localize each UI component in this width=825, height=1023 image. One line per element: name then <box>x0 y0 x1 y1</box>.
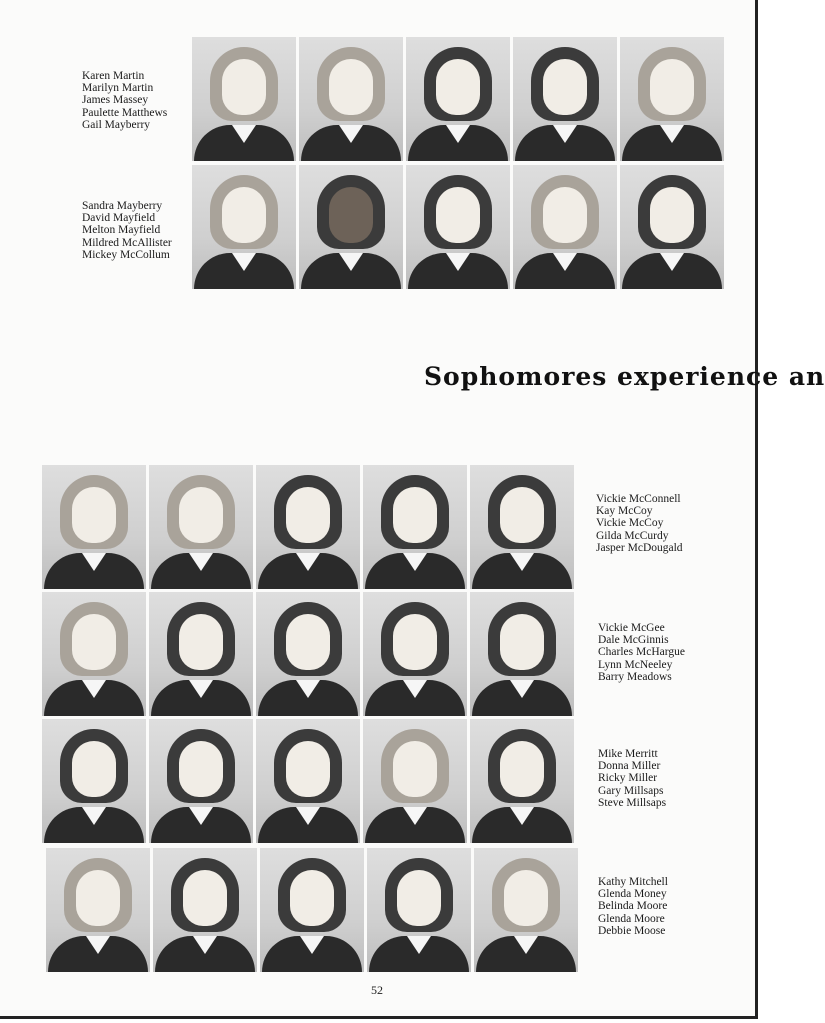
student-portrait <box>42 592 146 716</box>
student-portrait <box>260 848 364 972</box>
student-name: Vickie McCoy <box>596 517 664 530</box>
student-name: Vickie McGee <box>598 622 665 634</box>
student-portrait <box>620 165 724 289</box>
student-portrait <box>406 165 510 289</box>
student-portrait <box>256 592 360 716</box>
student-portrait <box>153 848 257 972</box>
student-portrait <box>470 592 574 716</box>
section-heading: Sophomores experience an <box>424 362 825 391</box>
name-list-row-1 <box>82 70 167 131</box>
student-portrait <box>256 719 360 843</box>
student-name: Barry Meadows <box>598 670 672 683</box>
student-name: Steve Millsaps <box>598 796 667 809</box>
student-portrait <box>149 592 253 716</box>
student-portrait <box>299 165 403 289</box>
student-portrait <box>46 848 150 972</box>
student-portrait <box>192 165 296 289</box>
student-portrait <box>363 592 467 716</box>
student-portrait <box>470 465 574 589</box>
student-portrait <box>363 465 467 589</box>
student-portrait <box>513 165 617 289</box>
student-name: Glenda Money <box>598 888 667 901</box>
student-portrait <box>192 37 296 161</box>
student-name: James Massey <box>82 94 149 107</box>
name-list-row-5 <box>598 748 666 809</box>
student-name: Gilda McCurdy <box>596 529 669 542</box>
student-portrait <box>367 848 471 972</box>
student-portrait <box>42 719 146 843</box>
student-name: Sandra Mayberry <box>82 200 163 212</box>
student-name: Mildred McAllister <box>82 236 172 249</box>
student-name: Glenda Moore <box>598 912 665 925</box>
student-portrait <box>256 465 360 589</box>
student-portrait <box>406 37 510 161</box>
student-portrait <box>474 848 578 972</box>
student-portrait <box>42 465 146 589</box>
student-name: Marilyn Martin <box>82 82 154 95</box>
student-name: Mickey McCollum <box>82 248 170 261</box>
student-name: Mike Merritt <box>598 748 658 760</box>
photo-row-3 <box>42 465 577 589</box>
student-portrait <box>363 719 467 843</box>
photo-row-4 <box>42 592 577 716</box>
student-name: Kay McCoy <box>596 505 653 518</box>
photo-row-6 <box>46 848 581 972</box>
student-portrait <box>513 37 617 161</box>
student-name: Jasper McDougald <box>596 541 683 554</box>
name-list-row-2 <box>82 200 172 261</box>
photo-row-2 <box>192 165 727 289</box>
student-name: Debbie Moose <box>598 924 666 937</box>
student-portrait <box>149 719 253 843</box>
student-portrait <box>149 465 253 589</box>
name-list-row-4 <box>598 622 685 683</box>
student-name: Vickie McConnell <box>596 493 681 505</box>
student-name: Karen Martin <box>82 70 145 82</box>
student-name: Gary Millsaps <box>598 784 664 797</box>
name-list-row-6 <box>598 876 668 937</box>
name-list-row-3 <box>596 493 683 554</box>
student-name: Dale McGinnis <box>598 634 669 647</box>
student-name: Melton Mayfield <box>82 224 161 237</box>
student-name: Ricky Miller <box>598 772 658 785</box>
student-name: Lynn McNeeley <box>598 658 673 671</box>
student-name: Charles McHargue <box>598 646 685 659</box>
student-portrait <box>620 37 724 161</box>
student-name: Belinda Moore <box>598 900 668 913</box>
student-portrait <box>470 719 574 843</box>
photo-row-5 <box>42 719 577 843</box>
student-name: Kathy Mitchell <box>598 876 668 888</box>
student-name: Donna Miller <box>598 760 661 773</box>
student-name: Gail Mayberry <box>82 118 151 131</box>
student-name: Paulette Matthews <box>82 106 168 119</box>
photo-row-1 <box>192 37 727 161</box>
student-portrait <box>299 37 403 161</box>
page-number: 52 <box>371 983 383 997</box>
student-name: David Mayfield <box>82 212 156 225</box>
